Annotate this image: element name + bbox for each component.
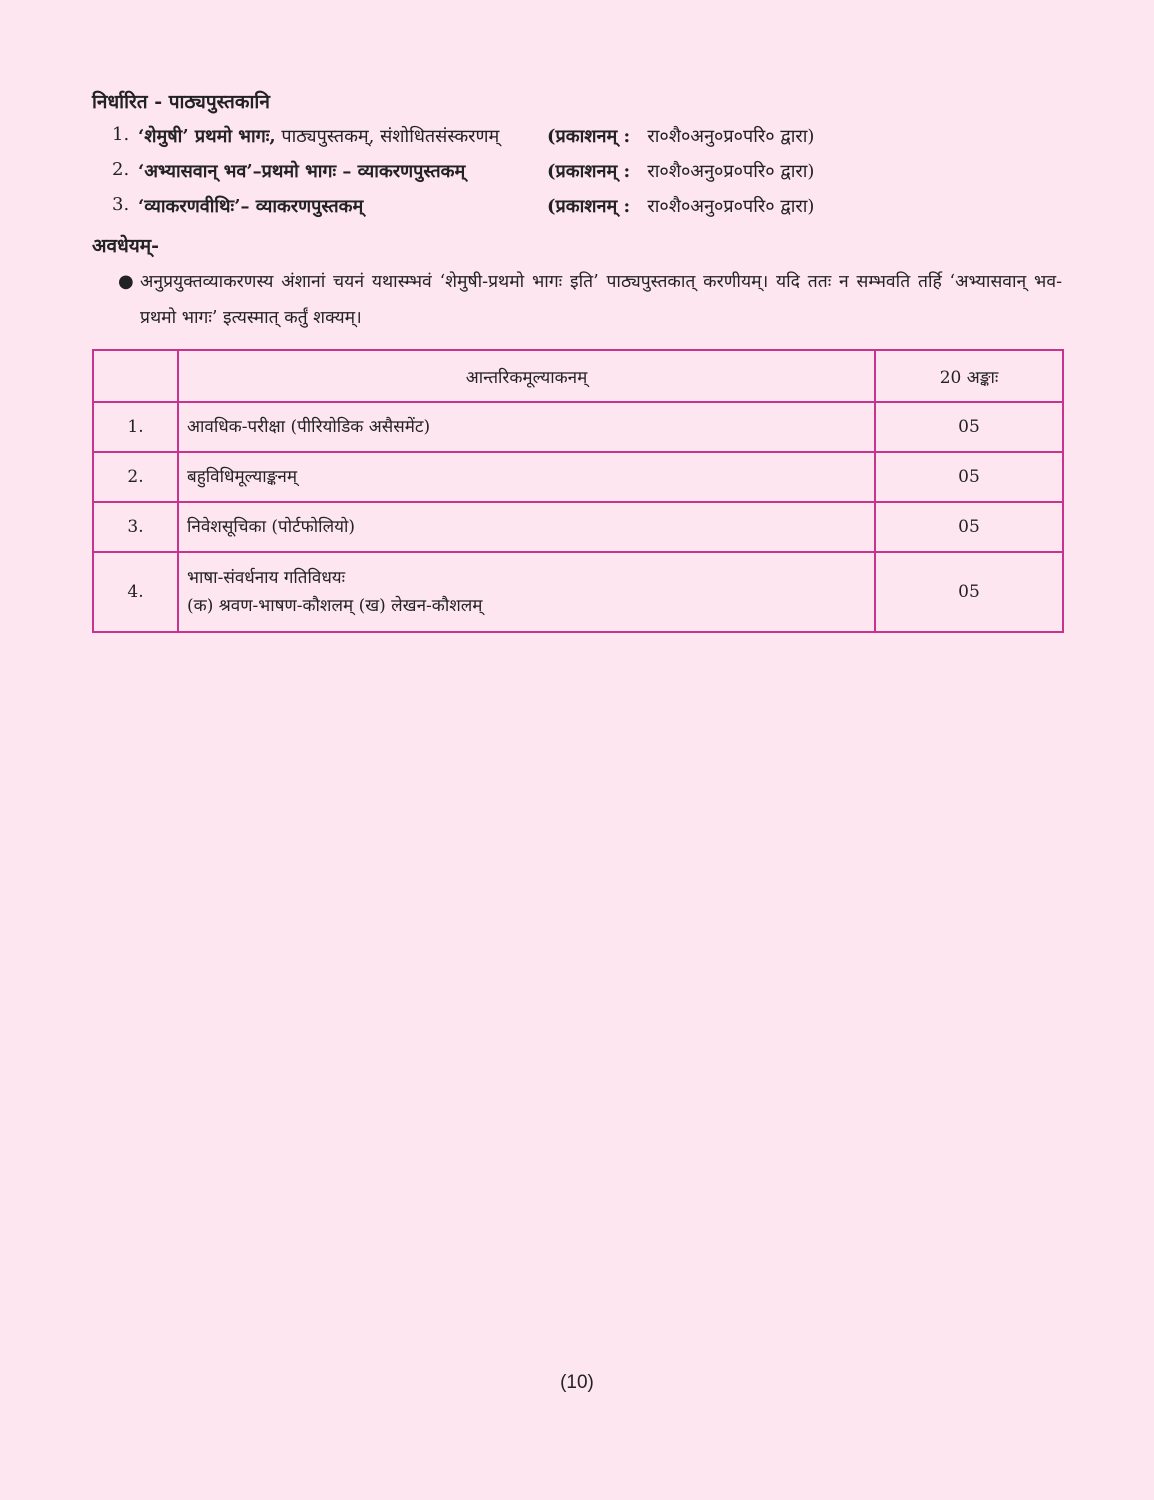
textbook-number: 2. bbox=[112, 159, 130, 180]
row-marks: 05 bbox=[875, 552, 1063, 632]
activity-text: बहुविधिमूल्याङ्कनम् bbox=[187, 467, 298, 487]
textbook-publisher bbox=[547, 124, 814, 148]
textbook-title-bold: ‘व्याकरणवीथिः’– व्याकरणपुस्तकम् bbox=[138, 196, 364, 217]
table-row bbox=[93, 552, 1063, 632]
note-text: अनुप्रयुक्तव्याकरणस्य अंशानां चयनं यथास्म्भवं ‘शेमुषी-प्रथमो भागः इति’ पाठ्यपुस्तकात् करणीयम्। यदि ततः न सम्भवति तर्हि ‘अभ्यासवान् भव-प्रथमो भागः’ इत्यस्मात् कर्तुं शक्यम्। bbox=[140, 272, 1062, 328]
textbook-title-bold: ‘शेमुषी’ प्रथमो भागः, bbox=[138, 126, 276, 147]
publisher-label: (प्रकाशनम् : bbox=[547, 161, 631, 182]
publisher-name: रा०शै०अनु०प्र०परि० द्वारा) bbox=[647, 196, 815, 217]
page-number: (10) bbox=[560, 1372, 594, 1393]
textbook-list bbox=[112, 124, 1072, 229]
textbook-title bbox=[138, 124, 499, 148]
note-paragraph bbox=[118, 264, 1062, 336]
bullet-icon: ● bbox=[118, 271, 134, 292]
textbook-title-rest: पाठ्यपुस्तकम्, संशोधितसंस्करणम् bbox=[275, 126, 500, 147]
publisher-label: (प्रकाशनम् : bbox=[547, 126, 631, 147]
textbook-item bbox=[112, 124, 1072, 159]
textbook-publisher bbox=[547, 194, 814, 218]
textbook-item bbox=[112, 194, 1072, 229]
activity-text: भाषा-संवर्धनाय गतिविधयः bbox=[187, 568, 346, 588]
row-activity bbox=[178, 552, 875, 632]
table-row bbox=[93, 452, 1063, 502]
publisher-label: (प्रकाशनम् : bbox=[547, 196, 631, 217]
textbook-number: 1. bbox=[112, 124, 130, 145]
row-activity bbox=[178, 402, 875, 452]
header-marks: 20 अङ्काः bbox=[875, 350, 1063, 402]
activity-subtext: (क) श्रवण-भाषण-कौशलम् (ख) लेखन-कौशलम् bbox=[187, 596, 483, 616]
table-row bbox=[93, 502, 1063, 552]
row-number: 1. bbox=[93, 402, 178, 452]
row-number: 4. bbox=[93, 552, 178, 632]
activity-text: निवेशसूचिका (पोर्टफोलियो) bbox=[187, 517, 355, 537]
row-marks: 05 bbox=[875, 402, 1063, 452]
textbook-number: 3. bbox=[112, 194, 130, 215]
header-activity: आन्तरिकमूल्याकनम् bbox=[178, 350, 875, 402]
table-header-row bbox=[93, 350, 1063, 402]
note-heading: अवधेयम्- bbox=[92, 235, 160, 257]
row-activity bbox=[178, 452, 875, 502]
textbooks-heading: निर्धारित - पाठ्यपुस्तकानि bbox=[92, 91, 270, 113]
row-marks: 05 bbox=[875, 452, 1063, 502]
row-marks: 05 bbox=[875, 502, 1063, 552]
textbook-title-bold: ‘अभ्यासवान् भव’–प्रथमो भागः – व्याकरणपुस्तकम् bbox=[138, 161, 466, 182]
textbook-item bbox=[112, 159, 1072, 194]
row-number: 2. bbox=[93, 452, 178, 502]
row-activity bbox=[178, 502, 875, 552]
row-number: 3. bbox=[93, 502, 178, 552]
internal-assessment-table bbox=[92, 349, 1064, 633]
textbook-title bbox=[138, 194, 363, 218]
table-row bbox=[93, 402, 1063, 452]
publisher-name: रा०शै०अनु०प्र०परि० द्वारा) bbox=[647, 161, 815, 182]
header-number bbox=[93, 350, 178, 402]
publisher-name: रा०शै०अनु०प्र०परि० द्वारा) bbox=[647, 126, 815, 147]
textbook-publisher bbox=[547, 159, 814, 183]
textbook-title bbox=[138, 159, 465, 183]
activity-text: आवधिक-परीक्षा (पीरियोडिक असैसमेंट) bbox=[187, 417, 431, 437]
